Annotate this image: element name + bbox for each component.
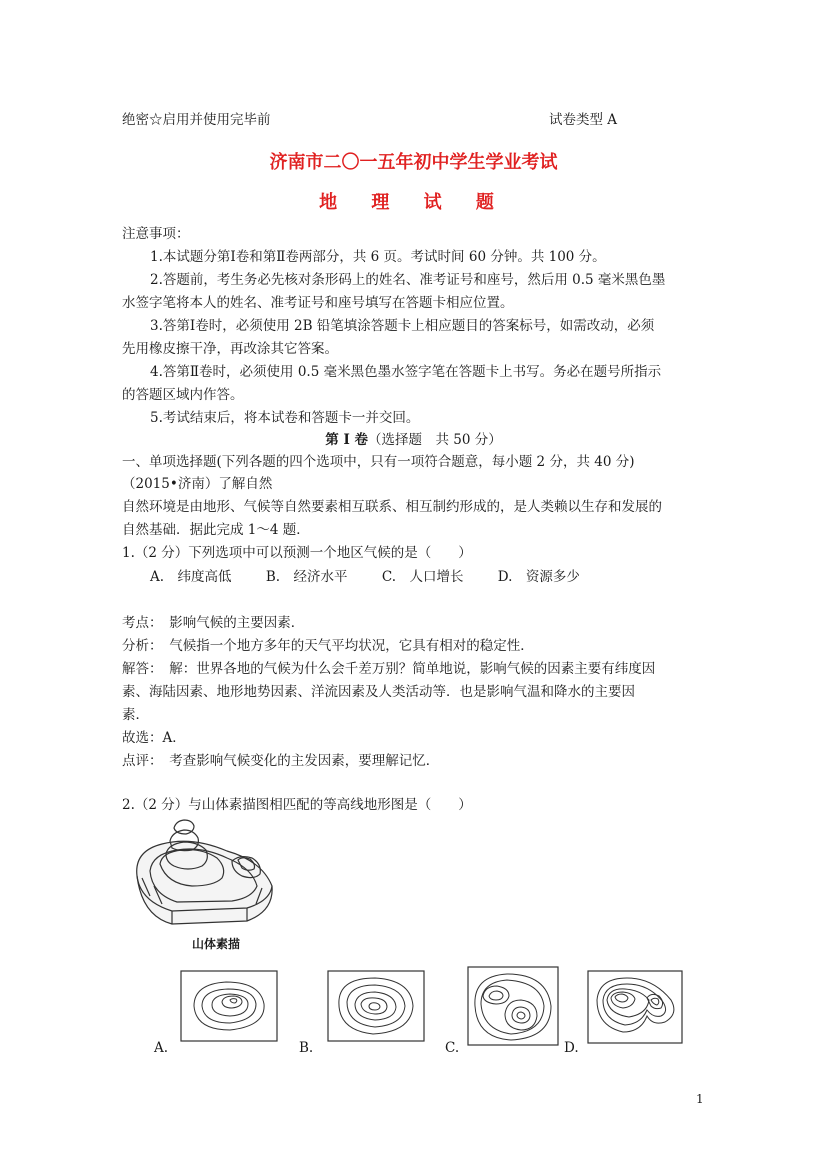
notice-line-4b: 的答题区域内作答。	[122, 387, 244, 403]
sketch-caption: 山体素描	[192, 937, 241, 951]
notice-line-2b: 水签字笔将本人的姓名、准考证号和座号填写在答题卡相应位置。	[122, 295, 514, 311]
contour-map-d-image	[587, 970, 683, 1044]
q1-comment: 点评： 考查影响气候变化的主发因素，要理解记忆．	[122, 753, 440, 769]
mountain-sketch-image	[132, 816, 282, 934]
question-source: （2015•济南）了解自然	[122, 476, 273, 492]
q2-stem: 2.（2 分）与山体素描图相匹配的等高线地形图是（ ）	[122, 797, 472, 813]
intro-line-b: 自然基础．据此完成 1～4 题．	[122, 522, 310, 538]
part-instruction: 一、单项选择题(下列各题的四个选项中，只有一项符合题意，每小题 2 分，共 40 分)	[122, 454, 635, 470]
notice-line-3b: 先用橡皮擦干净，再改涂其它答案。	[122, 341, 338, 357]
q1-options	[150, 565, 610, 585]
q1-jieda-c: 素．	[122, 707, 149, 723]
q1-stem: 1.（2 分）下列选项中可以预测一个地区气候的是（ ）	[122, 545, 472, 561]
intro-line-a: 自然环境是由地形、气候等自然要素相互联系、相互制约形成的，是人类赖以生存和发展的	[122, 499, 662, 515]
q1-kaodian: 考点： 影响气候的主要因素．	[122, 615, 305, 631]
q1-fenxi: 分析： 气候指一个地方多年的天气平均状况，它具有相对的稳定性．	[122, 638, 534, 654]
page-number: 1	[696, 1092, 704, 1106]
option-label-b: B.	[299, 1040, 314, 1056]
confidential-note: 绝密☆启用并使用完毕前	[122, 112, 271, 128]
q1-answer: 故选：A．	[122, 730, 186, 746]
notice-line-5: 5.考试结束后，将本试卷和答题卡一并交回。	[150, 410, 420, 426]
page-title: 济南市二〇一五年初中学生学业考试	[269, 152, 558, 173]
q1-option-d: D. 资源多少	[497, 569, 580, 585]
q1-option-c: C. 人口增长	[381, 569, 464, 585]
q1-option-b: B. 经济水平	[265, 569, 348, 585]
section-heading-bold: 第 I 卷	[325, 432, 368, 448]
section-heading	[0, 428, 827, 448]
q1-jieda-a: 解答： 解：世界各地的气候为什么会千差万别？简单地说，影响气候的因素主要有纬度因	[122, 661, 656, 677]
q1-jieda-b: 素、海陆因素、地形地势因素、洋流因素及人类活动等．也是影响气温和降水的主要因	[122, 684, 635, 700]
section-heading-rest: （选择题 共 50 分）	[367, 432, 502, 448]
notice-line-1: 1.本试题分第Ⅰ卷和第Ⅱ卷两部分，共 6 页。考试时间 60 分钟。共 100 分。	[150, 249, 606, 265]
notice-line-3a: 3.答第Ⅰ卷时，必须使用 2B 铅笔填涂答题卡上相应题目的答案标号，如需改动，必须	[150, 318, 655, 334]
option-label-a: A.	[154, 1040, 169, 1056]
contour-map-b-image	[327, 970, 425, 1042]
contour-map-a-image	[180, 970, 278, 1042]
notice-line-4a: 4.答第Ⅱ卷时，必须使用 0.5 毫米黑色墨水签字笔在答题卡上书写。务必在题号所指示	[150, 364, 662, 380]
page-subtitle: 地 理 试 题	[319, 192, 508, 213]
notice-line-2a: 2.答题前，考生务必先核对条形码上的姓名、准考证号和座号，然后用 0.5 毫米黑色墨	[150, 272, 666, 288]
option-label-c: C.	[445, 1040, 460, 1056]
contour-map-c-image	[467, 966, 559, 1046]
notice-heading: 注意事项：	[122, 226, 190, 242]
paper-type: 试卷类型 A	[549, 112, 618, 128]
option-label-d: D.	[564, 1040, 579, 1056]
q1-option-a: A. 纬度高低	[150, 569, 232, 585]
